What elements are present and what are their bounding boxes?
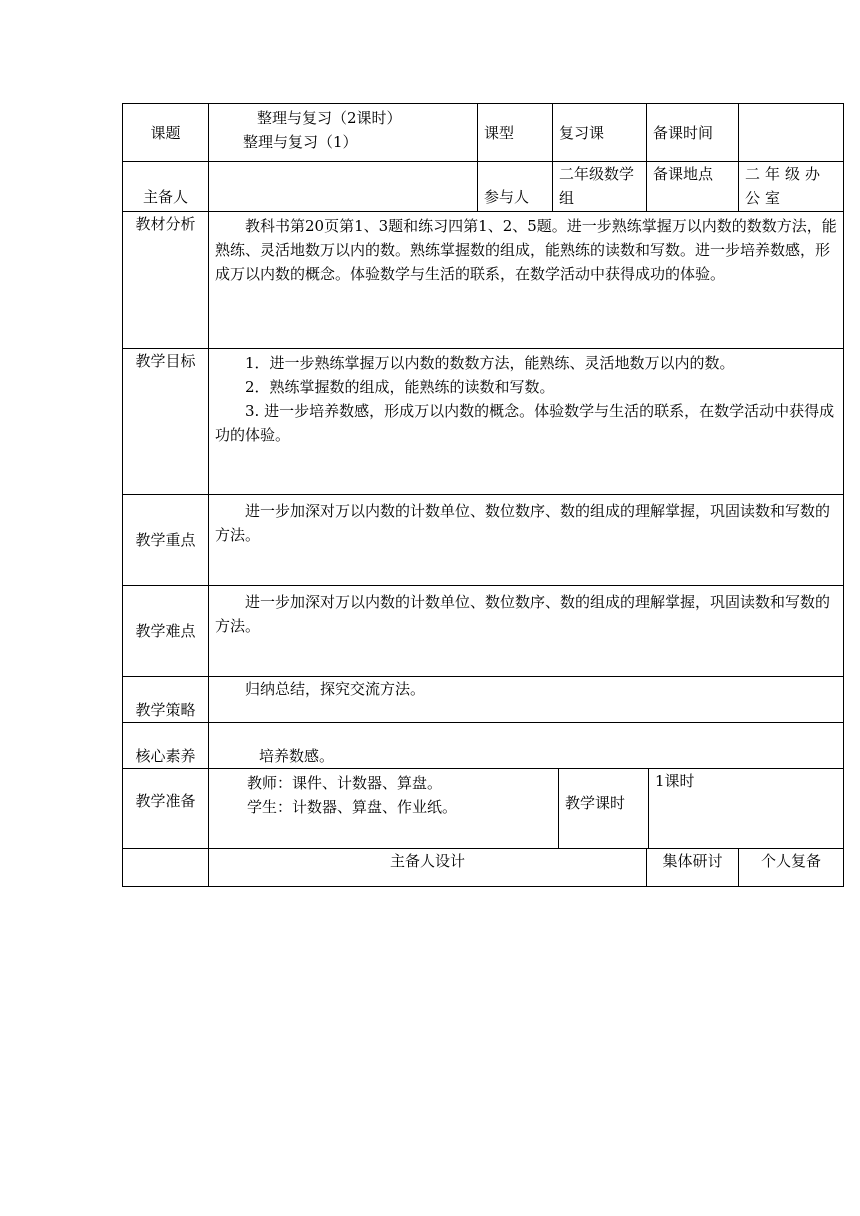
- place-label: 备课地点: [647, 162, 739, 212]
- prep-row: [123, 769, 844, 849]
- topic-line1: 整理与复习（2课时）: [257, 109, 402, 127]
- lesson-plan-table: [122, 103, 844, 887]
- hours-value: 1课时: [655, 772, 695, 790]
- type-value: 复习课: [553, 104, 647, 162]
- topic-label: 课题: [123, 104, 209, 162]
- literacy-text: 培养数感。: [209, 723, 844, 769]
- topic-line2: 整理与复习（1）: [243, 133, 358, 151]
- literacy-row: [123, 723, 844, 769]
- footer-empty-cell: [123, 849, 209, 887]
- prep-student: 学生：计数器、算盘、作业纸。: [247, 798, 458, 816]
- analysis-label: 教材分析: [123, 212, 209, 349]
- goal-item: 1．进一步熟练掌握万以内数的数数方法，能熟练、灵活地数万以内的数。: [245, 354, 735, 372]
- personal-label: 个人复备: [739, 849, 844, 887]
- lead-value: [209, 162, 478, 212]
- prep-cell: [209, 769, 844, 849]
- collective-label: 集体研讨: [647, 849, 739, 887]
- goals-row: [123, 349, 844, 495]
- difficulty-row: [123, 586, 844, 677]
- key-text: 进一步加深对万以内数的计数单位、数位数序、数的组成的理解掌握，巩固读数和写数的方法。: [209, 495, 844, 586]
- topic-cell: [209, 104, 478, 162]
- analysis-row: [123, 212, 844, 349]
- strategy-label: 教学策略: [123, 677, 209, 723]
- lead-label: 主备人: [123, 162, 209, 212]
- key-label: 教学重点: [123, 495, 209, 586]
- strategy-text: 归纳总结，探究交流方法。: [209, 677, 844, 723]
- topic-row: [123, 104, 844, 162]
- place-value: 二年级办公室: [739, 162, 844, 212]
- prep-time-value: [739, 104, 844, 162]
- goals-cell: [209, 349, 844, 495]
- key-row: [123, 495, 844, 586]
- literacy-label: 核心素养: [123, 723, 209, 769]
- prep-label: 教学准备: [123, 769, 209, 849]
- goal-item: 3. 进一步培养数感，形成万以内数的概念。体验数学与生活的联系，在数学活动中获得成功的体验。: [215, 402, 835, 444]
- participants-value: 二年级数学组: [553, 162, 647, 212]
- difficulty-label: 教学难点: [123, 586, 209, 677]
- goal-item: 2．熟练掌握数的组成，能熟练的读数和写数。: [245, 378, 555, 396]
- type-label: 课型: [478, 104, 553, 162]
- strategy-row: [123, 677, 844, 723]
- difficulty-text: 进一步加深对万以内数的计数单位、数位数序、数的组成的理解掌握，巩固读数和写数的方法。: [209, 586, 844, 677]
- analysis-text: 教科书第20页第1、3题和练习四第1、2、5题。进一步熟练掌握万以内数的数数方法，能熟练、灵活地数万以内的数。熟练掌握数的组成，能熟练的读数和写数。进一步培养数感，形成万以内数的概念。体验数学与生活的联系，在数学活动中获得成功的体验。: [209, 212, 844, 349]
- hours-label: 教学课时: [559, 769, 649, 848]
- goals-label: 教学目标: [123, 349, 209, 495]
- participants-label: 参与人: [478, 162, 553, 212]
- prep-time-label: 备课时间: [647, 104, 739, 162]
- lead-row: [123, 162, 844, 212]
- footer-row: [123, 849, 844, 887]
- design-label: 主备人设计: [209, 849, 647, 887]
- prep-teacher: 教师：课件、计数器、算盘。: [247, 774, 443, 792]
